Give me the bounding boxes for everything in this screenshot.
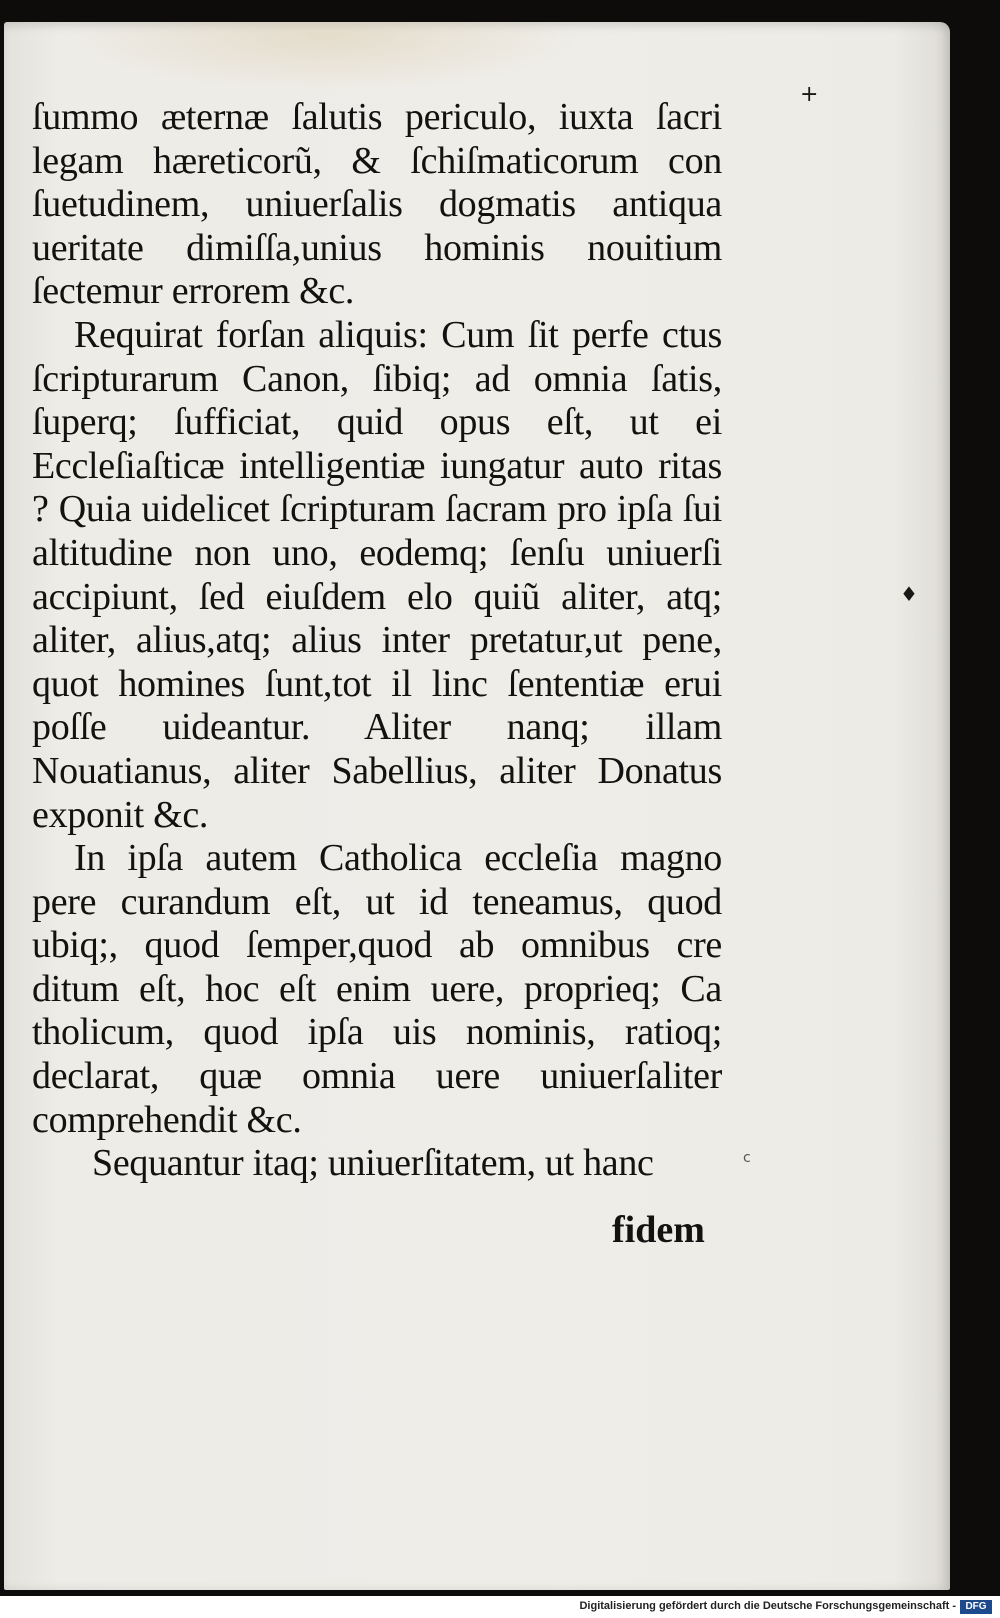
funding-credit: Digitalisierung gefördert durch die Deutsche Forschungsgemeinschaft - bbox=[579, 1600, 956, 1612]
paragraph-1: ſummo æternæ ſalutis periculo, iuxta ſacri legam hæreticorũ, & ſchiſmaticorum con ſuetudinem, uniuerſalis dogmatis antiqua ueritate dimiſſa,unius hominis nouitium ſectemur errorem &c. bbox=[32, 96, 722, 313]
margin-diamond-mark: ♦ bbox=[900, 582, 918, 606]
margin-small-mark: c bbox=[743, 1150, 751, 1166]
dfg-logo-icon: DFG bbox=[960, 1600, 992, 1614]
catchword: fidem bbox=[612, 1209, 705, 1251]
page-stain bbox=[64, 22, 584, 92]
margin-cross-mark: + bbox=[800, 82, 819, 107]
paragraph-2: Requirat forſan aliquis: Cum ſit perfe ctus ſcripturarum Canon, ſibiq; ad omnia ſatis, ſuperq; ſufficiat, quid opus eſt, ut ei Eccleſiaſticæ intelligentiæ iungatur auto ritas ? Quia uidelicet ſcripturam ſacram pro ipſa ſui altitudine non uno, eodemq; ſenſu uniuerſi accipiunt, ſed eiuſdem elo quiũ aliter, atq; aliter, alius,atq; alius inter pretatur,ut pene, quot homines ſunt,tot il linc ſententiæ erui poſſe uideantur. Aliter nanq; illam Nouatianus, aliter Sabellius, aliter Donatus exponit &c. bbox=[32, 313, 722, 836]
paragraph-4: Sequantur itaq; uniuerſitatem, ut hanc bbox=[92, 1142, 654, 1185]
paragraph-3: In ipſa autem Catholica eccleſia magno pere curandum eſt, ut id teneamus, quod ubiq;, quod ſemper,quod ab omnibus cre ditum eſt, hoc eſt enim uere, proprieq; Ca tholicum, quod ipſa uis nominis, ratioq; declarat, quæ omnia uere uniuerſaliter comprehendit &c. bbox=[32, 837, 722, 1141]
page-text-block bbox=[32, 96, 722, 1186]
